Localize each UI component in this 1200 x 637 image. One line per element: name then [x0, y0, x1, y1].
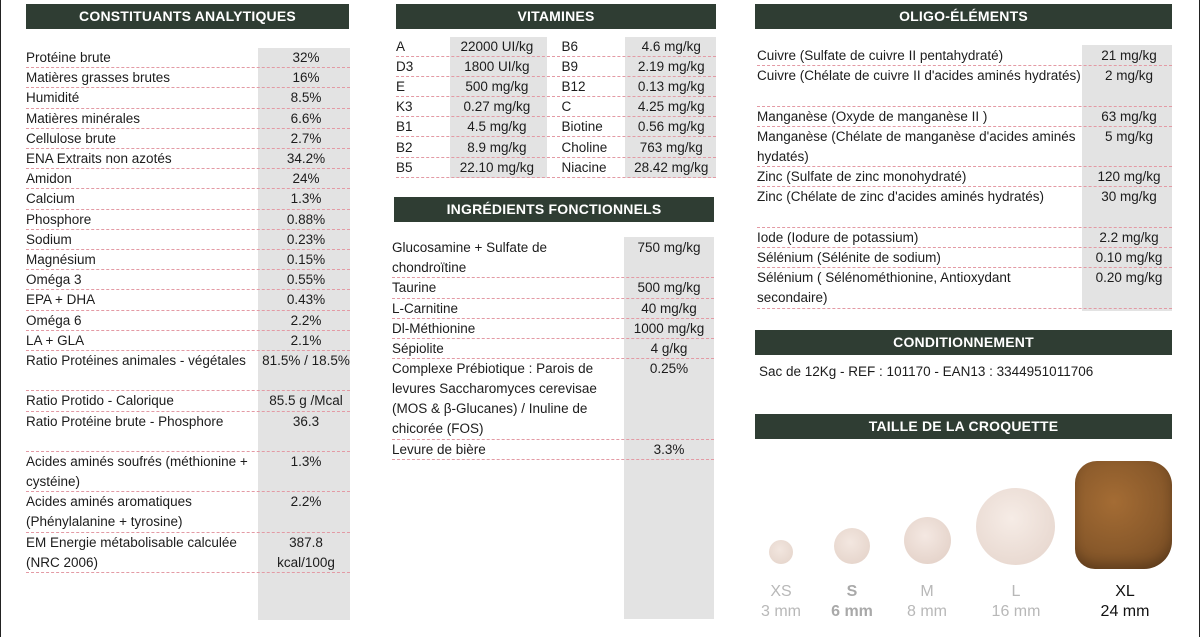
- vitamin-name: K3: [396, 99, 413, 115]
- analytical-value: 81.5% / 18.5%: [262, 353, 350, 368]
- trace-label: Sélénium (Sélénite de sodium): [757, 250, 941, 265]
- vitamin-value: 2.19 mg/kg: [637, 59, 705, 75]
- vitamin-value: 28.42 mg/kg: [634, 159, 709, 175]
- vitamin-name: B5: [396, 159, 413, 175]
- analytical-label: Ratio Protéines animales - végétales: [26, 353, 246, 368]
- vitamin-value: 4.25 mg/kg: [637, 99, 705, 115]
- analytical-row: [26, 68, 350, 88]
- trace-row: [757, 107, 1172, 127]
- analytical-label: Acides aminés aromatiques (Phénylalanine + tyrosine): [26, 494, 192, 530]
- analytical-value: 2.7%: [290, 130, 322, 146]
- analytical-label: Sodium: [26, 231, 72, 247]
- functional-value: 750 mg/kg: [637, 240, 701, 255]
- analytical-row: [26, 412, 350, 452]
- analytical-header: CONSTITUANTS ANALYTIQUES: [26, 4, 349, 29]
- analytical-row: [26, 351, 350, 391]
- analytical-row: [26, 189, 350, 209]
- vitamin-value: 22.10 mg/kg: [459, 159, 534, 175]
- analytical-row: [26, 452, 350, 492]
- analytical-value: 0.43%: [286, 292, 326, 308]
- trace-label: Cuivre (Chélate de cuivre II d'acides aminés hydratés): [757, 68, 1081, 84]
- analytical-label: Oméga 3: [26, 272, 82, 288]
- vitamin-row: [396, 97, 716, 117]
- vitamin-value: 763 mg/kg: [639, 139, 703, 155]
- analytical-row: [26, 250, 350, 270]
- analytical-label: Oméga 6: [26, 312, 82, 328]
- functional-row: [392, 359, 714, 440]
- analytical-row: [26, 270, 350, 290]
- kibble-m-size: 8 mm: [907, 603, 947, 620]
- analytical-value: 0.88%: [286, 211, 326, 227]
- functional-label: Glucosamine + Sulfate de chondroïtine: [392, 240, 547, 275]
- left-border: [0, 0, 1, 637]
- functional-value: 500 mg/kg: [637, 280, 701, 296]
- analytical-value: 0.23%: [286, 231, 326, 247]
- trace-label: Manganèse (Chélate de manganèse d'acides aminés hydatés): [757, 128, 1076, 164]
- kibble-xl-name: XL: [1115, 583, 1135, 600]
- vitamin-value: 0.27 mg/kg: [463, 99, 531, 115]
- trace-value: 0.20 mg/kg: [1095, 270, 1163, 286]
- analytical-label: Calcium: [26, 191, 75, 207]
- analytical-row: [26, 290, 350, 310]
- analytical-value: 1.3%: [290, 191, 322, 207]
- functional-label: Dl-Méthionine: [392, 320, 476, 336]
- functional-row: [392, 440, 714, 460]
- vitamin-row: [396, 138, 716, 158]
- vitamins-header: VITAMINES: [396, 4, 716, 29]
- analytical-label: Cellulose brute: [26, 130, 117, 146]
- trace-value: 63 mg/kg: [1101, 108, 1157, 124]
- trace-header: OLIGO-ÉLÉMENTS: [755, 4, 1172, 29]
- trace-label: Zinc (Sulfate de zinc monohydraté): [757, 169, 967, 185]
- kibble-l-image: [976, 488, 1055, 565]
- vitamin-value: 1800 UI/kg: [464, 59, 530, 75]
- analytical-value: 0.55%: [286, 272, 326, 288]
- analytical-row: [26, 391, 350, 411]
- functional-label: Complexe Prébiotique : Parois de levures Saccharomyces cerevisae (MOS & β-Glucanes) / Inuline de chicorée (FOS): [392, 361, 597, 437]
- analytical-row: [26, 331, 350, 351]
- vitamin-value: 8.9 mg/kg: [467, 139, 527, 155]
- vitamin-name: B2: [396, 139, 413, 155]
- analytical-value: 16%: [292, 70, 320, 86]
- analytical-value: 387.8 kcal/100g: [277, 534, 335, 570]
- functional-row: [392, 319, 714, 339]
- kibble-xl-size: 24 mm: [1100, 603, 1150, 620]
- analytical-value: 0.15%: [286, 252, 326, 267]
- analytical-value: 32%: [292, 50, 320, 65]
- vitamin-value: 22000 UI/kg: [460, 39, 534, 54]
- analytical-row: [26, 169, 350, 189]
- trace-value: 120 mg/kg: [1097, 169, 1161, 185]
- functional-header: INGRÉDIENTS FONCTIONNELS: [394, 197, 714, 222]
- analytical-label: Acides aminés soufrés (méthionine + cystéine): [26, 454, 248, 489]
- vitamin-row: [396, 37, 716, 57]
- kibble-s-size: 6 mm: [831, 603, 873, 620]
- trace-value: 0.10 mg/kg: [1095, 250, 1163, 265]
- analytical-label: Matières minérales: [26, 110, 141, 126]
- analytical-label: Protéine brute: [26, 50, 111, 65]
- trace-label: Zinc (Chélate de zinc d'acides aminés hydratés): [757, 189, 1044, 205]
- analytical-label: Matières grasses brutes: [26, 70, 171, 86]
- trace-row: [757, 228, 1172, 248]
- analytical-row: [26, 492, 350, 532]
- vitamin-value: 4.6 mg/kg: [641, 39, 701, 54]
- trace-value: 5 mg/kg: [1104, 128, 1154, 144]
- analytical-row: [26, 230, 350, 250]
- functional-label: Sépiolite: [392, 341, 444, 356]
- trace-label: Manganèse (Oxyde de manganèse II ): [757, 108, 988, 124]
- analytical-label: ENA Extraits non azotés: [26, 151, 172, 166]
- functional-label: Taurine: [392, 280, 437, 296]
- analytical-label: EPA + DHA: [26, 292, 96, 308]
- functional-value: 4 g/kg: [650, 341, 688, 356]
- vitamin-row: [396, 57, 716, 77]
- packaging-text: Sac de 12Kg - REF : 101170 - EAN13 : 3344951011706: [759, 364, 1094, 379]
- trace-row: [757, 187, 1172, 227]
- functional-label: Levure de bière: [392, 442, 486, 457]
- vitamin-name: A: [396, 39, 406, 54]
- analytical-row: [26, 129, 350, 149]
- analytical-value: 6.6%: [290, 110, 322, 126]
- functional-value: 0.25%: [649, 361, 689, 377]
- trace-value: 21 mg/kg: [1101, 48, 1157, 63]
- analytical-row: [26, 533, 350, 573]
- trace-label: Sélénium ( Sélénométhionine, Antioxydant secondaire): [757, 270, 1011, 306]
- vitamin-name: B6: [561, 39, 579, 54]
- functional-value: 3.3%: [653, 442, 685, 457]
- trace-value: 30 mg/kg: [1101, 189, 1157, 205]
- analytical-row: [26, 149, 350, 169]
- functional-value: 40 mg/kg: [641, 300, 697, 316]
- vitamin-value: 4.5 mg/kg: [467, 119, 527, 135]
- analytical-value: 85.5 g /Mcal: [269, 393, 343, 409]
- trace-row: [757, 46, 1172, 66]
- analytical-label: Ratio Protéine brute - Phosphore: [26, 413, 224, 429]
- kibble-m-image: [904, 517, 951, 564]
- trace-row: [757, 268, 1172, 308]
- kibble-l-size: 16 mm: [991, 603, 1041, 620]
- kibble-xl-image: [1075, 461, 1172, 569]
- analytical-label: Humidité: [26, 90, 80, 106]
- analytical-label: Phosphore: [26, 211, 92, 227]
- packaging-header: CONDITIONNEMENT: [755, 330, 1172, 355]
- analytical-row: [26, 88, 350, 108]
- functional-row: [392, 238, 714, 278]
- analytical-row: [26, 109, 350, 129]
- kibble-l-name: L: [1011, 583, 1021, 600]
- analytical-value: 34.2%: [286, 151, 326, 166]
- vitamin-name: E: [396, 79, 406, 95]
- trace-value: 2.2 mg/kg: [1099, 229, 1159, 245]
- functional-row: [392, 339, 714, 359]
- analytical-value: 2.2%: [290, 494, 322, 510]
- vitamin-name: Biotine: [561, 119, 603, 135]
- analytical-value: 24%: [292, 171, 320, 187]
- vitamin-row: [396, 158, 716, 178]
- vitamin-name: Choline: [561, 139, 608, 155]
- vitamin-name: D3: [396, 59, 414, 75]
- trace-row: [757, 248, 1172, 268]
- analytical-value: 2.1%: [290, 332, 322, 348]
- functional-label: L-Carnitine: [392, 300, 459, 316]
- functional-row: [392, 278, 714, 298]
- trace-label: Iode (Iodure de potassium): [757, 229, 919, 245]
- kibble-s-image: [834, 528, 870, 564]
- analytical-row: [26, 210, 350, 230]
- kibble-m-name: M: [920, 583, 934, 600]
- analytical-label: EM Energie métabolisable calculée (NRC 2006): [26, 534, 237, 570]
- kibble-xs-image: [769, 540, 793, 564]
- analytical-value: 36.3: [292, 413, 320, 429]
- vitamin-value: 0.56 mg/kg: [637, 119, 705, 135]
- analytical-row: [26, 48, 350, 68]
- trace-row: [757, 127, 1172, 167]
- vitamin-value: 0.13 mg/kg: [637, 79, 705, 95]
- trace-row: [757, 66, 1172, 106]
- vitamin-name: Niacine: [561, 159, 607, 175]
- trace-value: 2 mg/kg: [1104, 68, 1154, 84]
- kibble-xs-name: XS: [770, 583, 792, 600]
- analytical-row: [26, 311, 350, 331]
- vitamin-value: 500 mg/kg: [465, 79, 529, 95]
- analytical-value: 8.5%: [290, 90, 322, 106]
- analytical-label: Magnésium: [26, 252, 96, 267]
- functional-value: 1000 mg/kg: [633, 320, 705, 336]
- analytical-label: Amidon: [26, 171, 72, 187]
- analytical-value: 1.3%: [290, 454, 322, 469]
- functional-row: [392, 299, 714, 319]
- kibble-s-name: S: [846, 583, 858, 600]
- vitamin-row: [396, 77, 716, 97]
- kibble-xs-size: 3 mm: [761, 603, 801, 620]
- analytical-label: LA + GLA: [26, 332, 85, 348]
- kibble-header: TAILLE DE LA CROQUETTE: [755, 414, 1172, 439]
- trace-label: Cuivre (Sulfate de cuivre II pentahydraté): [757, 48, 1004, 63]
- trace-row: [757, 167, 1172, 187]
- vitamin-name: B9: [561, 59, 579, 75]
- analytical-value: 2.2%: [290, 312, 322, 328]
- analytical-label: Ratio Protido - Calorique: [26, 393, 174, 409]
- vitamin-name: C: [561, 99, 572, 115]
- vitamin-row: [396, 117, 716, 137]
- vitamin-name: B1: [396, 119, 413, 135]
- vitamin-name: B12: [561, 79, 586, 95]
